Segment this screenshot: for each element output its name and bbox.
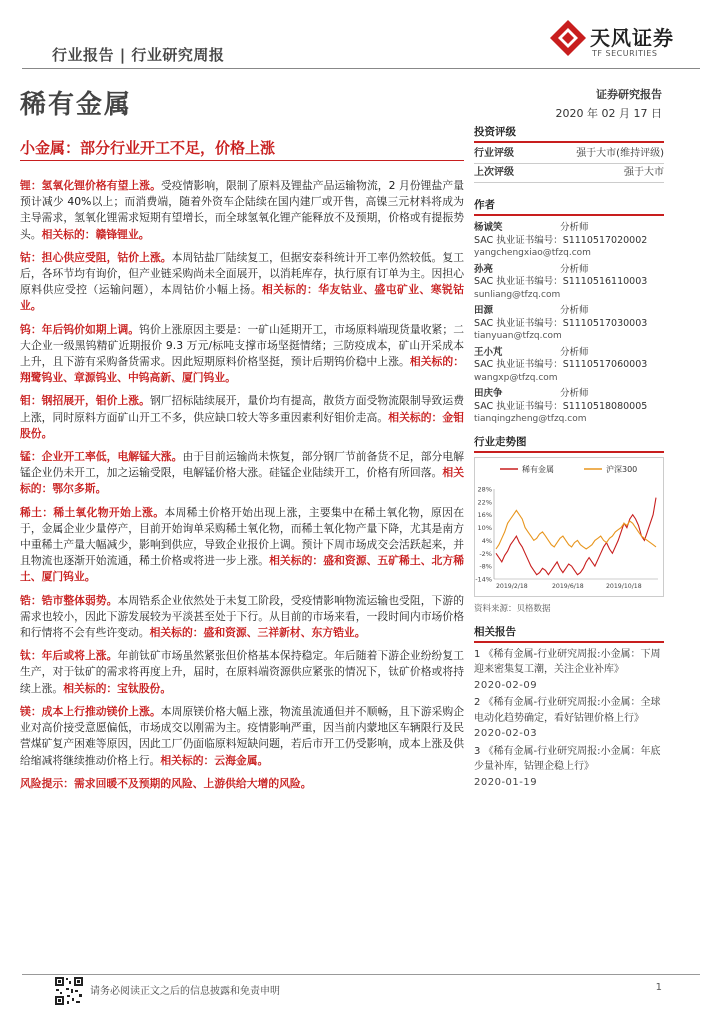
related-report-title: 2 《稀有金属-行业研究周报:小金属：全球电动化趋势确定，看好钴锂价格上行》 <box>474 697 661 724</box>
analyst-name: 孙亮 <box>474 263 494 275</box>
paragraph-body: 年前钛矿市场虽然紧张但价格基本保持稳定。年后随着下游企业纷纷复工生产，对于钛矿的需求将再度上升，届时，在原料端资源供应紧张的情况下，钛矿价格或将持续上涨。 <box>20 649 465 695</box>
paragraph-related-stocks: 相关标的：华友钴业、盛屯矿业、寒锐钴业。 <box>20 283 464 313</box>
related-report-title: 1 《稀有金属-行业研究周报:小金属：下周迎来密集复工潮，关注企业补库》 <box>474 648 661 675</box>
sidebar <box>474 124 664 792</box>
analyst-role: 分析师 <box>560 305 589 316</box>
analyst-email[interactable]: tianyuan@tfzq.com <box>474 331 562 341</box>
analyst-role: 分析师 <box>560 263 589 275</box>
main-content <box>20 178 464 799</box>
paragraph-lead: 钛：年后或将上涨。 <box>20 649 118 663</box>
related-report-date: 2020-02-09 <box>474 679 538 691</box>
related-report-item[interactable] <box>474 647 664 694</box>
trend-title: 行业走势图 <box>474 435 527 448</box>
related-report-date: 2020-02-03 <box>474 728 538 739</box>
logo-text-en: TF SECURITIES <box>592 49 658 58</box>
y-tick-label: 10% <box>477 523 492 532</box>
paragraph-lead: 镁：成本上行推动镁价上涨。 <box>20 704 161 718</box>
related-title: 相关报告 <box>474 625 516 638</box>
analyst-email[interactable]: tianqingzheng@tfzq.com <box>474 414 587 424</box>
paragraph-lead: 锰：企业开工率低，电解锰大涨。 <box>20 450 183 464</box>
y-tick-label: 16% <box>477 510 492 519</box>
y-tick-label: -8% <box>479 562 492 571</box>
footer-disclaimer: 请务必阅读正文之后的信息披露和免责申明 <box>90 986 280 997</box>
subtitle-divider <box>20 160 464 161</box>
rating-value: 强于大市 <box>624 167 664 178</box>
y-tick-label: 4% <box>481 536 492 545</box>
analyst-role: 分析师 <box>560 346 589 358</box>
paragraph-body: 本周原镁价格大幅上涨，物流虽流通但并不顺畅，且下游采购企业对高价接受意愿偏低，市场成交以刚需为主。疫情影响严重，因当前内蒙地区车辆限行及民营煤矿复产困难等原因，因此工厂仍面临原料短缺问题，若后市开工仍受影响，成本上涨及供给缩减将继续推动价格上行。 <box>20 704 465 767</box>
company-logo <box>548 18 708 68</box>
chart-source: 资料来源：贝格数据 <box>474 603 551 614</box>
paragraph-related-stocks: 相关标的：翔鹭钨业、章源钨业、中钨高新、厦门钨业。 <box>20 355 465 385</box>
analyst-name: 杨诚笑 <box>474 222 503 233</box>
analyst-card <box>474 264 664 302</box>
paragraph-body: 由于目前运输尚未恢复，部分钢厂节前备货不足，部分电解锰企业仍未开工，加之运输受限，电解锰价格大涨。硅锰企业陆续开工，价格有所回落。 <box>20 450 464 480</box>
paragraph <box>20 704 464 769</box>
related-report-title: 3 《稀有金属-行业研究周报:小金属：年底少量补库，钴锂企稳上行》 <box>474 745 661 772</box>
rating-row <box>474 164 664 183</box>
authors-divider <box>474 214 664 216</box>
analyst-email[interactable]: sunliang@tfzq.com <box>474 289 561 300</box>
paragraph-related-stocks: 相关标的：鄂尔多斯。 <box>20 466 465 496</box>
paragraph <box>20 322 464 387</box>
paragraph <box>20 449 464 498</box>
y-tick-label: -14% <box>475 575 492 583</box>
analyst-sac: SAC 执业证书编号：S1110517030003 <box>474 317 648 329</box>
footer-divider <box>22 974 700 975</box>
tf-logo-icon <box>548 18 588 64</box>
report-subtitle: 小金属：部分行业开工不足，价格上涨 <box>20 139 276 157</box>
paragraph <box>20 393 464 442</box>
trend-divider <box>474 451 664 453</box>
related-report-item[interactable] <box>474 695 664 742</box>
y-tick-label: 28% <box>477 485 492 493</box>
page-title: 稀有金属 <box>20 90 133 120</box>
paragraph-lead: 钼：钢招展开，钼价上涨。 <box>20 394 150 408</box>
analyst-card <box>474 222 664 260</box>
analyst-card <box>474 305 664 343</box>
related-divider <box>474 641 664 643</box>
paragraph-related-stocks: 需求回暖不及预期的风险、上游供给大增的风险。 <box>73 776 312 790</box>
paragraph-lead: 锂：氢氧化锂价格有望上涨。 <box>20 179 161 192</box>
paragraph <box>20 593 464 642</box>
paragraph-body: 钨价上涨原因主要是：一矿山延期开工，市场原料端现货量收紧；二大企业一级黑钨精矿近期报价 9.3 万元/标吨支撑市场坚挺情绪；三防疫成本，矿山开采成本上升，且下游有采购备货需求。因此短期原料价格坚挺，预计后期钨价稳中上涨。 <box>20 322 465 369</box>
header-divider <box>22 68 700 69</box>
report-type: 证券研究报告 <box>596 88 662 101</box>
y-tick-label: 22% <box>477 497 492 506</box>
rating-title: 投资评级 <box>474 126 516 138</box>
x-tick-label: 2019/2/18 <box>496 582 528 590</box>
paragraph-lead: 钴：担心供应受阻，钴价上涨。 <box>20 250 172 264</box>
rating-row <box>474 145 664 164</box>
paragraph-lead: 稀土：稀土氧化物开始上涨。 <box>20 505 165 519</box>
authors-title: 作者 <box>474 199 495 211</box>
paragraph-related-stocks: 相关标的：宝钛股份。 <box>63 681 172 695</box>
analyst-card <box>474 388 664 426</box>
authors-list <box>474 222 664 426</box>
industry-trend-chart <box>474 457 664 597</box>
paragraph-lead: 锆：锆市整体弱势。 <box>20 593 118 607</box>
rating-label: 行业评级 <box>474 148 514 159</box>
paragraph <box>20 178 464 243</box>
paragraph <box>20 648 464 697</box>
rating-divider <box>474 141 664 143</box>
related-report-date: 2020-01-19 <box>474 776 538 788</box>
paragraph <box>20 505 464 586</box>
analyst-name: 田源 <box>474 305 494 316</box>
paragraph-body: 本周钴盐厂陆续复工，但据安泰科统计开工率仍然较低。复工后，各环节均有询价，但产业链采购尚未全面展开，以消耗库存，执行原有订单为主。因担心原料供应受控（运输问题），本周钴价小幅上扬。 <box>20 250 465 297</box>
analyst-card <box>474 347 664 385</box>
paragraph-related-stocks: 相关标的：赣锋锂业。 <box>41 227 150 241</box>
report-date: 2020 年 02 月 17 日 <box>555 107 662 120</box>
paragraph-related-stocks: 相关标的：盛和资源、五矿稀土、北方稀土、厦门钨业。 <box>20 554 465 584</box>
qr-code-icon <box>54 976 84 1006</box>
x-tick-label: 2019/10/18 <box>606 582 642 590</box>
paragraph-lead: 钨：年后钨价如期上调。 <box>20 322 140 336</box>
x-tick-label: 2019/6/18 <box>552 582 584 590</box>
analyst-name: 王小芃 <box>474 346 503 358</box>
paragraph-body: 受疫情影响，限制了原料及锂盐产品运输物流，2 月份锂盐产量预计减少 40%以上；而消费端，随着外资车企陆续在国内建厂或开售，高镍三元材料将成为主导需求，氢氧化锂需求短期有望增长，而全球氢氧化锂产能释放不及预期，价格或有提振势头。 <box>20 179 464 241</box>
rating-value: 强于大市(维持评级) <box>576 148 664 159</box>
analyst-sac: SAC 执业证书编号：S1110517060003 <box>474 359 648 370</box>
paragraph <box>20 250 464 315</box>
paragraph-body: 钢厂招标陆续展开，量价均有提高，散货方面受物流限制导致运费上涨，同时原料方面矿山开工不多，供应缺口较大等多重因素利好钼价走高。 <box>20 394 465 424</box>
analyst-role: 分析师 <box>560 388 589 399</box>
related-reports <box>474 647 664 791</box>
paragraph <box>20 776 464 792</box>
legend-label: 稀有金属 <box>522 464 554 474</box>
analyst-name: 田庆争 <box>474 388 503 399</box>
rating-table <box>474 145 664 183</box>
logo-text-cn: 天风证券 <box>590 26 674 50</box>
paragraph-related-stocks: 相关标的：金钼股份。 <box>20 410 465 440</box>
analyst-sac: SAC 执业证书编号：S1110518080005 <box>474 400 648 412</box>
analyst-sac: SAC 执业证书编号：S1110516110003 <box>474 276 648 287</box>
analyst-email[interactable]: yangchengxiao@tfzq.com <box>474 248 591 258</box>
paragraph-lead: 风险提示： <box>20 776 74 790</box>
rating-label: 上次评级 <box>474 167 514 178</box>
page-number: 1 <box>655 982 662 993</box>
header-category: 行业报告 | 行业研究周报 <box>52 46 225 64</box>
paragraph-related-stocks: 相关标的：云海金属。 <box>160 753 269 767</box>
paragraph-body: 本周锆系企业依然处于未复工阶段，受疫情影响物流运输也受阻，下游的需求也较小，因此下游发展较为平淡甚至处于下行。从目前的市场来看，一段时间内市场价格和行情将不会有些许变动。 <box>20 593 465 640</box>
analyst-role: 分析师 <box>560 222 589 233</box>
related-report-item[interactable] <box>474 744 664 791</box>
paragraph-body: 本周稀土价格开始出现上涨，主要集中在稀土氧化物，原因在于，金属企业少量停产，目前开始询单采购稀土氧化物，而稀土氧化物产量下降，尤其是南方中重稀土产量大幅减少，影响到供应，导致企业报价上调。预计下周市场成交会活跃起来，并且物流也逐渐开始流通，稀土价格或将进一步上涨。 <box>20 505 465 568</box>
legend-label: 沪深300 <box>606 464 638 474</box>
paragraph-related-stocks: 相关标的：盛和资源、三祥新材、东方锆业。 <box>149 626 366 640</box>
analyst-sac: SAC 执业证书编号：S1110517020002 <box>474 234 648 246</box>
y-tick-label: -2% <box>479 549 492 558</box>
analyst-email[interactable]: wangxp@tfzq.com <box>474 372 558 383</box>
